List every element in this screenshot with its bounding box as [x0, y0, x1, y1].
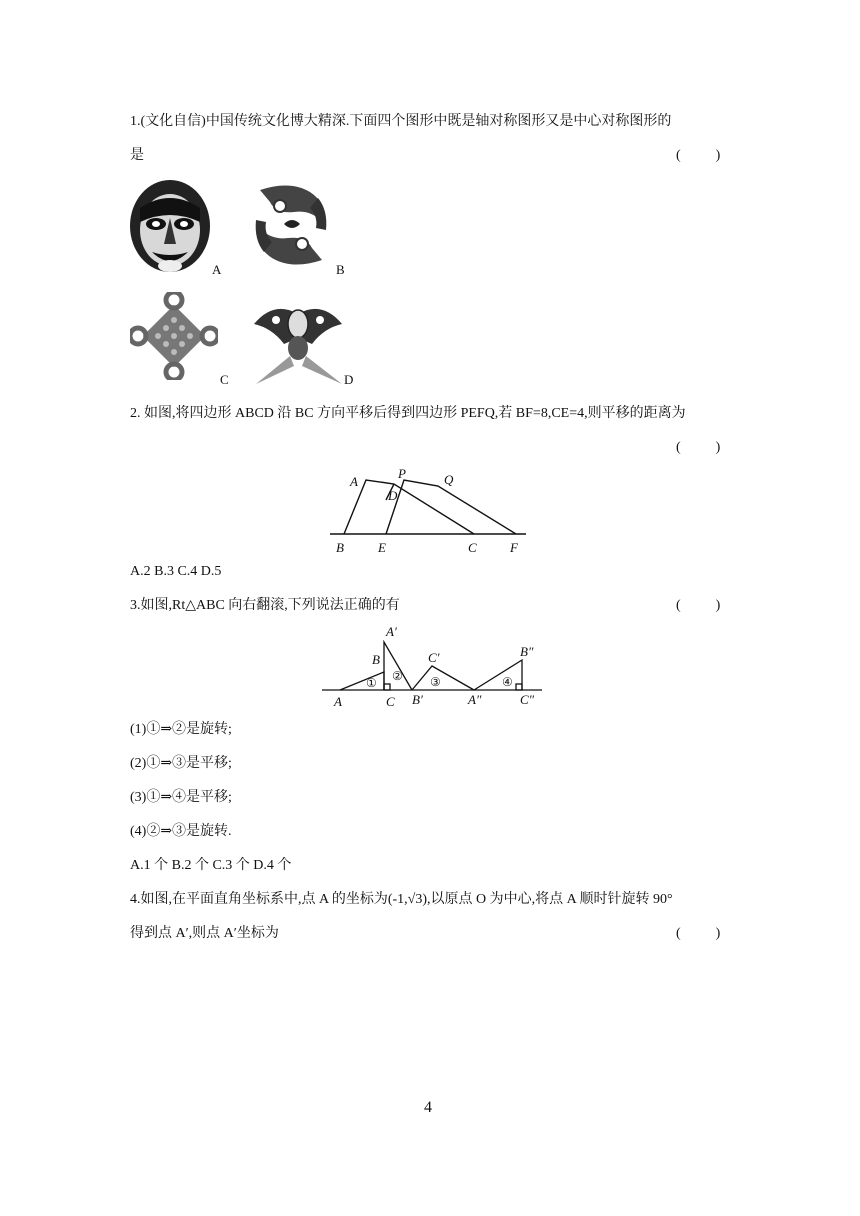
- q3-statement-3: (3)①⇒④是平移;: [130, 790, 232, 805]
- q2-label-f: F: [510, 540, 518, 555]
- q3-label-c: C: [386, 694, 395, 709]
- q2-label-c: C: [468, 540, 477, 555]
- q4-stem-line1: 4.如图,在平面直角坐标系中,点 A 的坐标为(-1,√3),以原点 O 为中心,将点 A 顺时针旋转 90°: [130, 892, 673, 907]
- q1-stem-line1: 1.(文化自信)中国传统文化博大精深.下面四个图形中既是轴对称图形又是中心对称图形的: [130, 114, 672, 129]
- q2-label-p: P: [398, 466, 406, 481]
- q3-statement-2: (2)①⇒③是平移;: [130, 756, 232, 771]
- q3-label-circle-2: ②: [392, 669, 403, 683]
- q3-label-a-double-prime: A″: [468, 692, 482, 707]
- q3-answer-paren: ( ): [676, 598, 721, 613]
- q3-label-a: A: [334, 694, 342, 709]
- q3-figure-rolling-triangle: [322, 620, 544, 712]
- q3-label-a-prime: A′: [386, 624, 397, 639]
- q3-stem: 3.如图,Rt△ABC 向右翻滚,下列说法正确的有: [130, 598, 400, 613]
- option-c-label: C: [220, 372, 229, 387]
- q1-stem-line2: 是: [130, 148, 144, 163]
- q4-stem-line2: 得到点 A′,则点 A′坐标为: [130, 926, 279, 941]
- q3-statement-4: (4)②⇒③是旋转.: [130, 824, 232, 839]
- option-d-label: D: [344, 372, 354, 387]
- q2-label-b: B: [336, 540, 344, 555]
- option-a-label: A: [212, 262, 222, 277]
- q2-label-e: E: [378, 540, 386, 555]
- q2-figure-quadrilaterals: [330, 464, 530, 556]
- q2-answer-paren: ( ): [676, 440, 721, 455]
- q2-stem: 2. 如图,将四边形 ABCD 沿 BC 方向平移后得到四边形 PEFQ,若 BF=8,CE=4,则平移的距离为: [130, 406, 686, 421]
- q4-answer-paren: ( ): [676, 926, 721, 941]
- option-d-swallow-kite: [250, 294, 346, 386]
- q3-label-b-prime: B′: [412, 692, 423, 707]
- q2-choices: A.2 B.3 C.4 D.5: [130, 564, 222, 579]
- q2-label-d: D: [388, 488, 398, 503]
- q3-label-c-double-prime: C″: [520, 692, 535, 707]
- q3-label-circle-4: ④: [502, 675, 513, 689]
- option-a-opera-mask: [128, 178, 212, 274]
- q1-answer-paren: ( ): [676, 148, 721, 163]
- option-b-papercut-pattern: [250, 180, 332, 270]
- q3-label-c-prime: C′: [428, 650, 440, 665]
- q2-label-a: A: [350, 474, 358, 489]
- option-c-chinese-knot: [130, 292, 218, 380]
- page-number: 4: [424, 1099, 432, 1116]
- q2-label-q: Q: [444, 472, 454, 487]
- q3-label-b: B: [372, 652, 380, 667]
- q3-label-circle-1: ①: [366, 676, 377, 690]
- option-b-label: B: [336, 262, 345, 277]
- q3-statement-1: (1)①⇒②是旋转;: [130, 722, 232, 737]
- q3-label-circle-3: ③: [430, 675, 441, 689]
- q3-choices: A.1 个 B.2 个 C.3 个 D.4 个: [130, 858, 292, 873]
- q3-label-b-double-prime: B″: [520, 644, 534, 659]
